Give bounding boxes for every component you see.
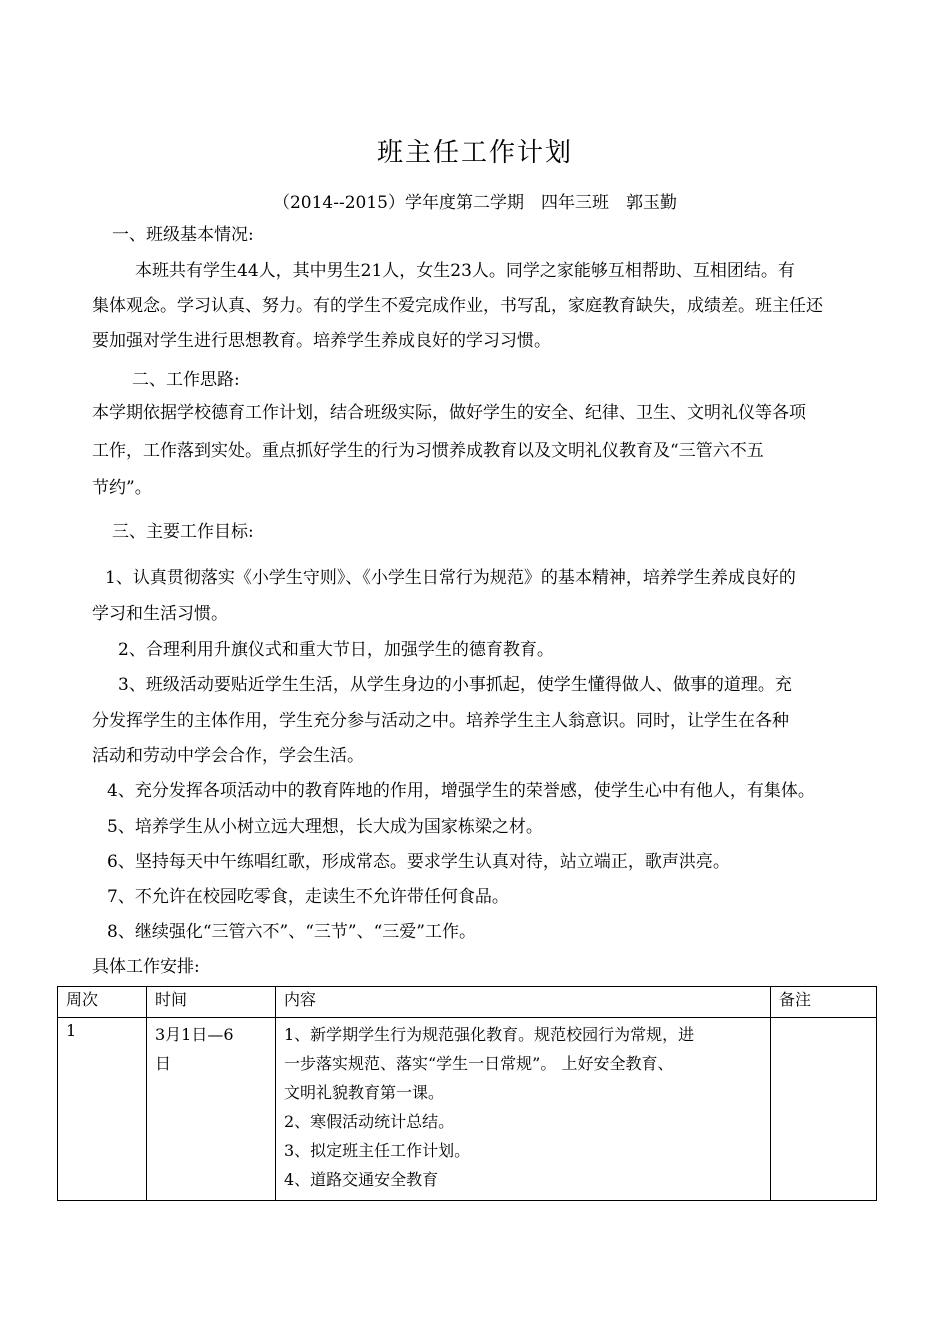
section2-line: 本学期依据学校德育工作计划，结合班级实际，做好学生的安全、纪律、卫生、文明礼仪等各项 — [92, 403, 806, 423]
section1-line: 集体观念。学习认真、努力。有的学生不爱完成作业，书写乱，家庭教育缺失，成绩差。班主任还 — [92, 296, 823, 316]
header-week: 周次 — [58, 987, 147, 1018]
goal-line: 学习和生活习惯。 — [92, 604, 228, 624]
section1-line: 要加强对学生进行思想教育。培养学生养成良好的学习习惯。 — [92, 331, 551, 351]
section2-heading: 二、工作思路: — [132, 370, 240, 390]
content-line: 2、寒假活动统计总结。 — [284, 1112, 455, 1131]
section1-line: 本班共有学生44人，其中男生21人，女生23人。同学之家能够互相帮助、互相团结。有 — [135, 261, 795, 281]
section3-heading: 三、主要工作目标: — [112, 522, 254, 542]
content-line: 文明礼貌教育第一课。 — [284, 1083, 445, 1102]
goal-line: 3、班级活动要贴近学生生活，从学生身边的小事抓起，使学生懂得做人、做事的道理。充 — [118, 675, 792, 695]
goal-line: 6、坚持每天中午练唱红歌，形成常态。要求学生认真对待，站立端正，歌声洪亮。 — [107, 852, 730, 872]
goal-line: 7、不允许在校园吃零食，走读生不允许带任何食品。 — [107, 887, 509, 907]
schedule-heading: 具体工作安排: — [92, 957, 200, 977]
header-time: 时间 — [147, 987, 276, 1018]
table-header-row — [58, 987, 877, 1018]
schedule-table — [57, 986, 877, 1201]
time-line: 3月1日—6 — [155, 1025, 234, 1044]
goal-line: 分发挥学生的主体作用，学生充分参与活动之中。培养学生主人翁意识。同时，让学生在各种 — [92, 711, 789, 731]
content-line: 1、新学期学生行为规范强化教育。规范校园行为常规，进 — [284, 1025, 695, 1044]
goal-line: 8、继续强化“三管六不”、“三节”、“三爱”工作。 — [107, 922, 476, 942]
section2-line: 节约”。 — [92, 478, 152, 498]
goal-line: 2、合理利用升旗仪式和重大节日，加强学生的德育教育。 — [118, 640, 554, 660]
time-line: 日 — [155, 1054, 172, 1073]
cell-time — [147, 1018, 276, 1201]
header-content: 内容 — [276, 987, 771, 1018]
content-line: 4、道路交通安全教育 — [284, 1170, 439, 1189]
goal-line: 活动和劳动中学会合作，学会生活。 — [92, 746, 364, 766]
cell-content — [276, 1018, 771, 1201]
goal-line: 1、认真贯彻落实《小学生守则》、《小学生日常行为规范》的基本精神，培养学生养成良好的 — [105, 568, 796, 588]
goal-line: 5、培养学生从小树立远大理想，长大成为国家栋梁之材。 — [107, 817, 543, 837]
table-row — [58, 1018, 877, 1201]
goal-line: 4、充分发挥各项活动中的教育阵地的作用，增强学生的荣誉感，使学生心中有他人，有集体。 — [107, 781, 815, 801]
content-line: 一步落实规范、落实“学生一日常规”。 上好安全教育、 — [284, 1054, 674, 1073]
header-note: 备注 — [771, 987, 877, 1018]
content-line: 3、拟定班主任工作计划。 — [284, 1141, 471, 1160]
cell-week: 1 — [58, 1018, 147, 1201]
document-subtitle: （2014--2015）学年度第二学期 四年三班 郭玉勤 — [272, 193, 677, 213]
section1-heading: 一、班级基本情况: — [112, 225, 254, 245]
cell-note — [771, 1018, 877, 1201]
section2-line: 工作，工作落到实处。重点抓好学生的行为习惯养成教育以及文明礼仪教育及“三管六不五 — [92, 441, 764, 461]
document-title: 班主任工作计划 — [376, 138, 573, 168]
